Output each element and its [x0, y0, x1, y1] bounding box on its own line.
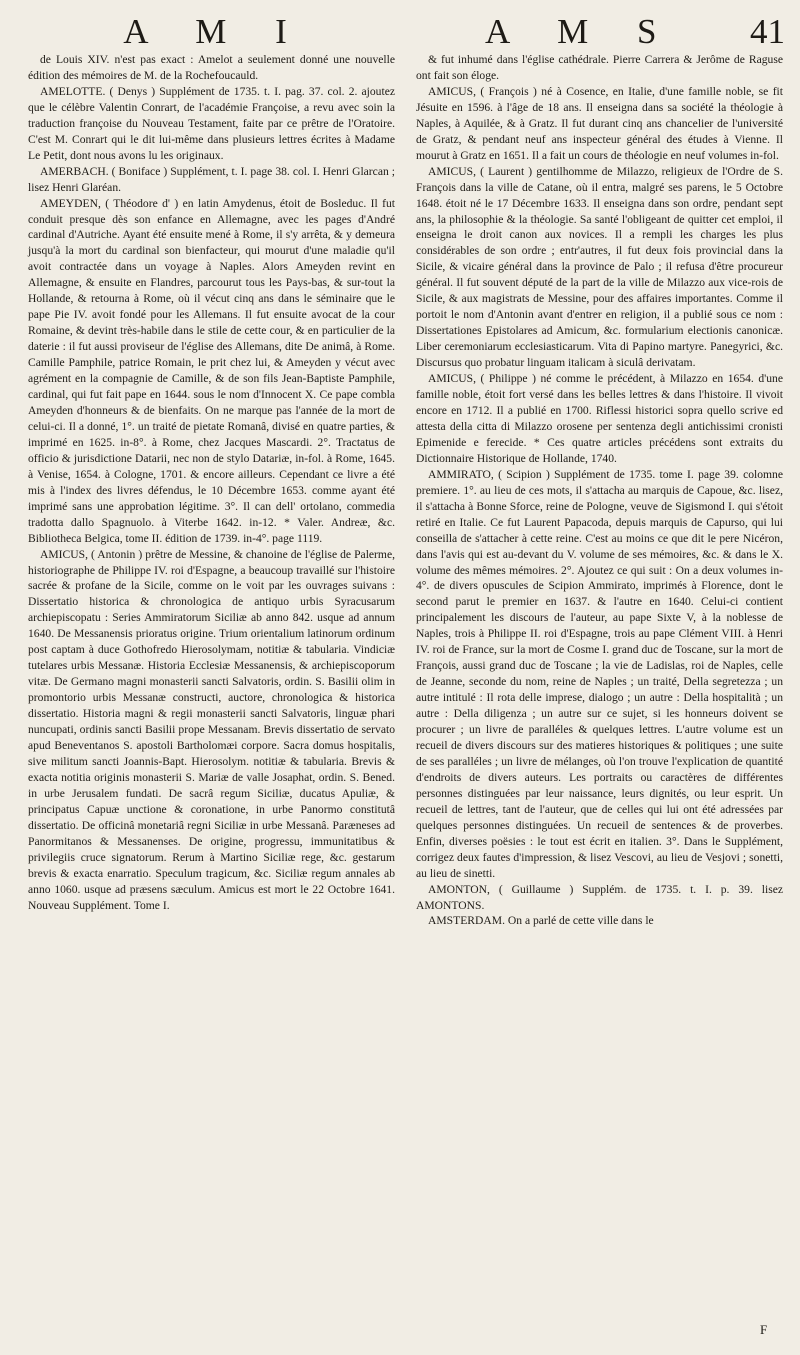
paragraph: AMICUS, ( Antonin ) prêtre de Messine, & chanoine de l'église de Palerme, historiographe de Philippe IV. roi d'Espagne, a beaucoup travaillé sur l'histoire sacrée & profane de la Sicile, comme on le voit par les ouvrages suivans : Dissertatio historica & chronologica de antiquo urbis Syracusarum archiepiscopatu : Series Ammiratorum Siciliæ ab anno 842. usque ad annum 1640. De Messanensis prioratus origine. Trium orientalium latinorum ordinum post captam à duce Gothofredo Hierosolymam, notitiæ & tabularia. Vindiciæ tutelares urbis Messanæ. Historia Ecclesiæ Messanensis, & archiepiscoporum vitæ. De Germano magni monasterii sancti Salvatoris, ordin. S. Basilii olim in promontorio urbis Messanæ constructi, auctore, chronologica & historica dissertatio. Historia magni & regii monasterii sancti Salvatoris, linguæ phari nuncupati, ordinis sancti Basilii prope Messanam. Brevis dissertatio de servato apud Beneventanos S. apostoli Bartholomæi corpore. Sacra domus hospitalis, sive militum sancti Joannis-Bapt. Hierosolym. notitiæ & tabularia. Brevis & exacta notitia originis monasterii S. Mariæ de valle Josaphat, ordin. S. Bened. in urbe Jerusalem fundati. De sacrâ regum Siciliæ, ducatus Apuliæ, & principatus Capuæ unctione & coronatione, in urbe Panormo constitutâ dissertatio. De officinâ monetariâ regni Siciliæ in urbe Messanâ. Paræneses ad Panormitanos & Messanenses. De origine, progressu, immunitatibus & privilegiis cruce signatorum. Rerum à Martino Siciliæ rege, &c. gestarum brevis & exacta enarratio. Speculum tragicum, &c. Siciliæ regum annales ab anno 1060. usque ad præsens sæculum. Amicus est mort le 22 Octobre 1641. Nouveau Supplément. Tome I.	[28, 547, 395, 912]
running-head-left-letters: A M I	[123, 12, 307, 51]
paragraph: AMONTON, ( Guillaume ) Supplém. de 1735. t. I. p. 39. lisez AMONTONS.	[416, 882, 783, 912]
paragraph: AMSTERDAM. On a parlé de cette ville dans le	[428, 914, 654, 928]
paragraph: AMICUS, ( Laurent ) gentilhomme de Milazzo, religieux de l'Ordre de S. François dans la ville de Catane, où il entra, malgré ses parens, le 5 Octobre 1648. étoit né le 17 Décembre 1633. Il enseigna dans son ordre, pendant sept ans, la philosophie & la théologie. Sa santé l'obligeant de quitter cet emploi, il enseigna le droit canon aux novices. Il a rempli les charges les plus considérables de son ordre ; entr'autres, il fut deux fois provincial dans la Sicile, & vicaire général dans la province de Palo ; il refusa d'être procureur général. Il fut souvent député de la part de la ville de Milazzo aux vice-rois de Sicile, & aux magistrats de Messine, pour des affaires importantes. Comme il portoit le nom d'Antonin avant d'entrer en religion, il a publié sous ce nom : Dissertationes Epistolares ad Amicum, &c. formularium electionis canonicæ. Liber ceremoniarum ecclesiasticarum. Vita di Papino martyre. Panegyrici, &c. Discursus quo probatur linguam italicam à siculâ derivatam.	[416, 164, 783, 370]
paragraph: de Louis XIV. n'est pas exact : Amelot a seulement donné une nouvelle édition des mémoires de M. de la Rochefoucauld.	[28, 53, 395, 82]
paragraph: AMMIRATO, ( Scipion ) Supplément de 1735. tome I. page 39. colomne premiere. 1°. au lieu de ces mots, il s'attacha au marquis de Capoue, &c. lisez, il s'attacha à Bonne Sforce, reine de Pologne, veuve de Sigismond I. qui s'étoit retiré en Italie. Ce fut Laurent Papacoda, depuis marquis de Capurso, qui lui conseilla de s'attacher à cette reine. C'est au moins ce que dit le pere Nicéron, dans l'avis qui est au-devant du V. volume de ses mémoires, &c. & dans le X. volume des mêmes mémoires. 2°. Ajoutez ce qui suit : On a deux volumes in-4°. de divers opuscules de Scipion Ammirato, imprimés à Florence, dont le second parut le premier en 1637. & l'autre en 1640. Celui-ci contient principalement les discours de l'auteur, au pape Sixte V, à la noblesse de Naples, trois à Philippe II. roi d'Espagne, trois au pape Clément VIII. à Henri IV. roi de France, sur la mort de Cosme I. grand duc de Toscane, sur la mort de François, aussi grand duc de Toscane ; la vie de Ladislas, roi de Naples, celle de Jeanne, seconde du nom, reine de Naples ; un traité, Della segretezza ; un autre intitulé : Il rota delle imprese, dialogo ; un autre : Della hospitalità ; un autre : Della diligenza ; un autre sur ce sujet, si les honneurs doivent se procurer ; un livre de paralléles & quelques lettres. L'autre volume est un recueil de divers discours sur des matieres historiques & politiques ; une suite de ses paralléles ; un livre de mélanges, où l'on trouve l'explication de quantité d'endroits de divers auteurs. Les portraits ou caractères de différentes personnes distinguées par leur naissance, leurs dignités, ou leur esprit. Un recueil de lettres, tant de l'auteur, que de celles qui lui ont été adressées par quelques personnes distinguées. Un recueil de sentences & de proverbes. Enfin, diverses poësies : le tout est écrit en italien. 3°. Dans le Supplément, corrigez deux fautes d'impression, & lisez Vescovi, au lieu de Vesjovi ; sonetti, au lieu de sinetti.	[416, 467, 783, 880]
running-head-left	[30, 12, 400, 50]
signature-mark: F	[760, 1322, 768, 1337]
page-number: 41	[750, 12, 785, 51]
paragraph: AMEYDEN, ( Théodore d' ) en latin Amydenus, étoit de Bosleduc. Il fut conduit presque dès son enfance en Allemagne, avec les pages d'André cardinal d'Autriche. Ayant été ensuite mené à Rome, il s'y arrêta, & y demeura jusqu'à la mort du cardinal son bienfacteur, qui mourut d'une maladie qu'il avoit contractée dans un voyage à Naples. Alors Ameyden revint en Allemagne, & ensuite en Flandres, parcourut tous les Pays-bas, & sur-tout la Hollande, & retourna à Rome, où il vécut cinq ans dans le séminaire que le pape Pie IV. avoit fondé pour les Allemans. Il fut ensuite avocat de la cour Romaine, & devint très-habile dans le stile de cette cour, & en particulier de la daterie : il fut aussi proviseur de l'église des Allemans, dite De animâ, à Rome. Camille Pamphile, patrice Romain, le prit chez lui, & Ameyden y vécut avec agrément en la compagnie de Camille, & de son fils Jean-Baptiste Pamphile, cardinal, qui fut fait pape en 1644. sous le nom d'Innocent X. Ce pape combla Ameyden d'honneurs & de bienfaits. On ne marque pas l'année de la mort de celui-ci. Il a donné, 1°. un traité de pietate Romanâ, divisé en quatre parties, & imprimé en 1625. in-8°. à Rome, chez Jacques Mascardi. 2°. Tractatus de officio & jurisdictione Datarii, nec non de stylo Datariæ, in-fol. à Rome, 1645. à Venise, 1654. à Cologne, 1701. & encore ailleurs. Cependant ce livre a été mis à l'index des livres défendus, le 10 Décembre 1653. comme ayant été imprimé sans une approbation légitime. 3°. Il can dell' ortolano, commedia tradotta dallo Spagnuolo. à Viterbe 1642. in-12. * Valer. Andreæ, &c. Bibliotheca Belgica, tome II. édition de 1739. in-4°. page 1119.	[28, 196, 395, 545]
paragraph: & fut inhumé dans l'église cathédrale. Pierre Carrera & Jerôme de Raguse ont fait son éloge.	[416, 53, 783, 82]
running-head-right	[415, 12, 785, 50]
paragraph: AMERBACH. ( Boniface ) Supplément, t. I. page 38. col. I. Henri Glarcan ; lisez Henri Glaréan.	[28, 164, 395, 194]
running-head-right-letters: A M S	[485, 12, 677, 51]
paragraph: AMICUS, ( François ) né à Cosence, en Italie, d'une famille noble, se fit Jésuite en 1596. à l'âge de 18 ans. Il enseigna dans sa société la théologie à Naples, à Aquilée, & à Gratz. Il fut durant cinq ans chancelier de l'université de Gratz, & pendant neuf ans inspecteur général des études à Vienne. Il mourut à Gratz en 1651. Il a fait un cours de théologie en neuf volumes in-fol.	[416, 84, 783, 162]
paragraph: AMICUS, ( Philippe ) né comme le précédent, à Milazzo en 1654. d'une famille noble, étoit fort versé dans les belles lettres & dans l'histoire. Il vivoit encore en 1712. Il a publié en 1700. Riflessi historici sopra quello scrive ed attesta della citta di Milazzo orosene per sentenza degli antichissimi cronisti Epimenide e ferecide. * Ces quatre articles précédens sont extraits du Dictionnaire Historique de Hollande, 1740.	[416, 372, 783, 465]
right-column	[416, 52, 783, 929]
paragraph: AMELOTTE. ( Denys ) Supplément de 1735. t. I. pag. 37. col. 2. ajoutez que le célèbre Valentin Conrart, de l'académie Françoise, a revu avec soin la traduction françoise du Nouveau Testament, faite par ce prêtre de l'Oratoire. C'est M. Conrart qui le dit lui-même dans plusieurs lettres écrites à Madame Le Petit, dont nous avons lu les originaux.	[28, 84, 395, 162]
left-column	[28, 52, 395, 913]
